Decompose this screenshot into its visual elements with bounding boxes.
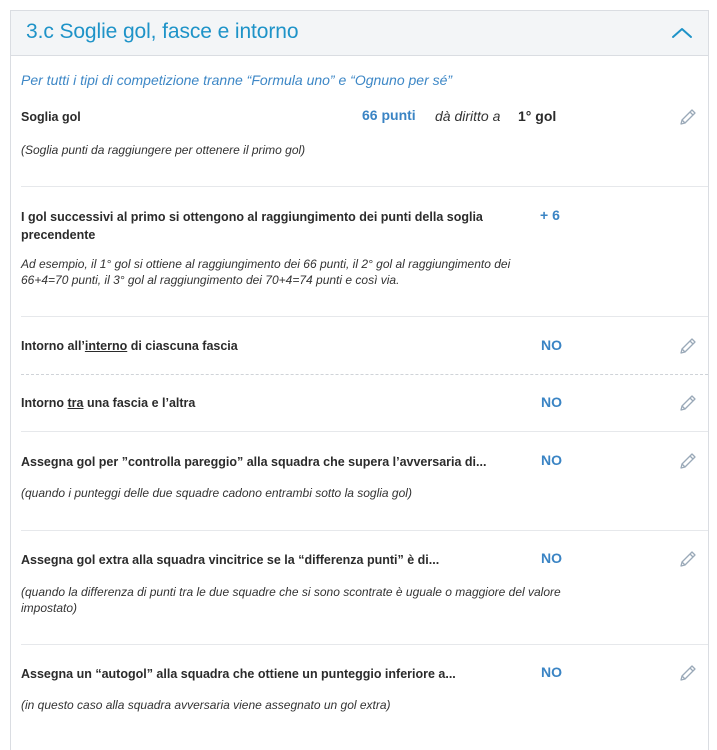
- setting-value: NO: [541, 664, 562, 680]
- setting-label: Assegna gol extra alla squadra vincitrice se la “differenza punti” è di...: [21, 553, 440, 567]
- setting-value: NO: [541, 394, 562, 410]
- setting-label: Soglia gol: [21, 110, 81, 124]
- setting-note: Ad esempio, il 1° gol si ottiene al raggiungimento dei 66 punti, il 2° gol al raggiungimento dei 66+4=70 punti, il 3° gol al raggiungimento dei 70+4=74 punti e così via.: [21, 257, 511, 287]
- divider: [21, 530, 708, 531]
- pencil-icon[interactable]: [678, 451, 698, 471]
- setting-value: 66 punti: [362, 107, 416, 123]
- label-part: Intorno all’: [21, 339, 85, 353]
- setting-label: Assegna un “autogol” alla squadra che ottiene un punteggio inferiore a...: [21, 667, 456, 681]
- setting-value: + 6: [540, 207, 560, 223]
- setting-label: Assegna gol per ”controlla pareggio” alla squadra che supera l’avversaria di...: [21, 455, 487, 469]
- setting-value: NO: [541, 452, 562, 468]
- setting-note: (quando i punteggi delle due squadre cadono entrambi sotto la soglia gol): [21, 486, 412, 500]
- label-part: Intorno: [21, 396, 68, 410]
- setting-label: [21, 394, 195, 412]
- setting-note: (in questo caso alla squadra avversaria viene assegnato un gol extra): [21, 698, 391, 712]
- pencil-icon[interactable]: [678, 393, 698, 413]
- section-title: 3.c Soglie gol, fasce e intorno: [26, 20, 299, 43]
- setting-value: NO: [541, 550, 562, 566]
- setting-note: (quando la differenza di punti tra le due squadre che si sono scontrate è uguale o maggiore del valore impostato): [21, 585, 561, 615]
- label-part: una fascia e l’altra: [83, 396, 196, 410]
- panel-header[interactable]: [11, 11, 708, 56]
- setting-note: (Soglia punti da raggiungere per ottenere il primo gol): [21, 143, 306, 157]
- setting-label: [21, 337, 238, 355]
- setting-label: I gol successivi al primo si ottengono al raggiungimento dei punti della soglia precendente: [21, 210, 483, 242]
- setting-connector: dà diritto a: [435, 108, 501, 124]
- divider: [21, 186, 708, 187]
- pencil-icon[interactable]: [678, 549, 698, 569]
- label-underlined: interno: [84, 339, 128, 353]
- setting-controlla-pareggio: [21, 451, 708, 511]
- label-underlined: tra: [67, 396, 84, 410]
- divider: [21, 316, 708, 317]
- setting-intorno-interno: [21, 336, 708, 362]
- pencil-icon[interactable]: [678, 336, 698, 356]
- setting-value: NO: [541, 337, 562, 353]
- setting-gol-successivi: [21, 206, 708, 306]
- setting-gol-extra: [21, 549, 708, 629]
- divider: [21, 431, 708, 432]
- chevron-up-icon[interactable]: [670, 24, 694, 42]
- setting-autogol: [21, 663, 708, 723]
- setting-soglia-gol: [21, 107, 708, 167]
- divider: [21, 644, 708, 645]
- pencil-icon[interactable]: [678, 663, 698, 683]
- label-part: di ciascuna fascia: [127, 339, 238, 353]
- divider-dashed: [21, 374, 708, 375]
- pencil-icon[interactable]: [678, 107, 698, 127]
- settings-panel: [10, 10, 709, 750]
- section-subtitle: Per tutti i tipi di competizione tranne “Formula uno” e “Ognuno per sé”: [21, 72, 453, 88]
- setting-result: 1° gol: [518, 108, 557, 124]
- setting-intorno-tra: [21, 393, 708, 419]
